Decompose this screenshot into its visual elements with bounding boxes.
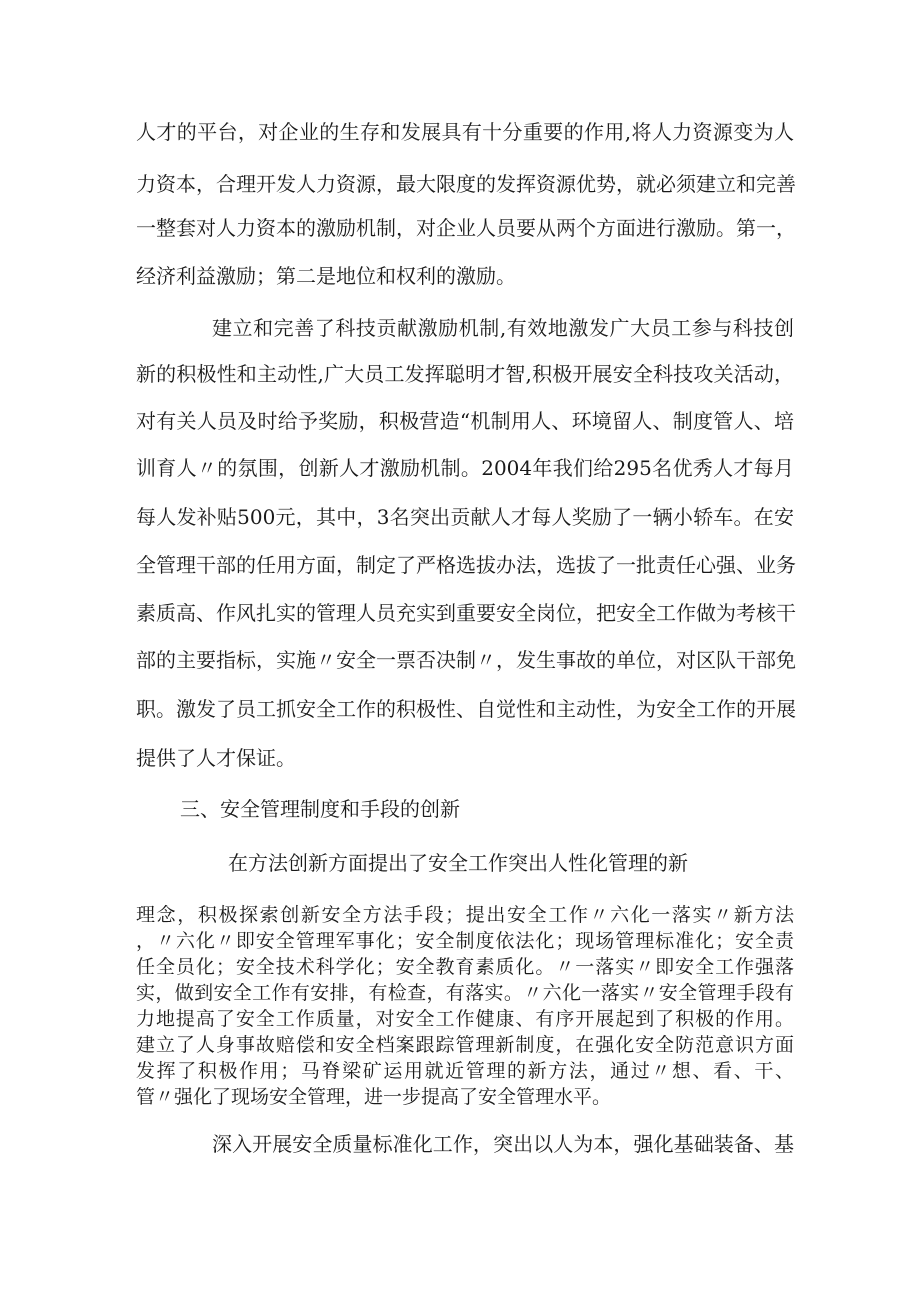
paragraph2-line-4: 训育人〃的氛围，创新人才激励机制。2004年我们给295名优秀人才每月: [136, 456, 794, 480]
paragraph1-line-1: 人才的平台，对企业的生存和发展具有十分重要的作用,将人力资源变为人: [136, 120, 794, 144]
paragraph1-line-4: 经济利益激励；第二是地位和权利的激励。: [136, 264, 516, 288]
section-heading: 三、安全管理制度和手段的创新: [180, 797, 460, 821]
paragraph3-line-3: 任全员化；安全技术科学化；安全教育素质化。〃一落实〃即安全工作强落: [136, 956, 794, 978]
paragraph2-line-10: 提供了人才保证。: [136, 746, 296, 770]
paragraph2-line-9: 职。激发了员工抓安全工作的积极性、自觉性和主动性，为安全工作的开展: [136, 697, 796, 721]
paragraph3-line-1: 理念，积极探索创新安全方法手段；提出安全工作〃六化一落实〃新方法: [136, 904, 794, 926]
paragraph3-line-8: 管〃强化了现场安全管理，进一步提高了安全管理水平。: [136, 1086, 612, 1108]
paragraph3-line-6: 建立了人身事故赔偿和安全档案跟踪管理新制度，在强化安全防范意识方面: [136, 1034, 794, 1056]
paragraph1-line-2: 力资本，合理开发人力资源，最大限度的发挥资源优势，就必须建立和完善: [136, 172, 796, 196]
paragraph2-line-6: 全管理干部的任用方面，制定了严格选拔办法，选拔了一批责任心强、业务: [136, 553, 796, 577]
paragraph2-line-1: 建立和完善了科技贡献激励机制,有效地激发广大员工参与科技创: [212, 316, 794, 340]
paragraph2-line-8: 部的主要指标，实施〃安全一票否决制〃，发生事故的单位，对区队干部免: [136, 648, 796, 672]
paragraph1-line-3: 一整套对人力资本的激励机制，对企业人员要从两个方面进行激励。第一，: [136, 216, 796, 240]
paragraph3-line-5: 力地提高了安全工作质量，对安全工作健康、有序开展起到了积极的作用。: [136, 1008, 794, 1030]
paragraph3-line-2: ，〃六化〃即安全管理军事化；安全制度依法化；现场管理标准化；安全责: [136, 930, 794, 952]
paragraph2-line-5: 每人发补贴500元，其中，3名突出贡献人才每人奖励了一辆小轿车。在安: [136, 505, 794, 529]
paragraph2-line-3: 对有关人员及时给予奖励，积极营造“机制用人、环境留人、制度管人、培: [136, 409, 794, 433]
paragraph2-line-7: 素质高、作风扎实的管理人员充实到重要安全岗位，把安全工作做为考核干: [136, 601, 796, 625]
paragraph4-first-line: 深入开展安全质量标准化工作，突出以人为本，强化基础装备、基: [212, 1132, 794, 1156]
paragraph3-line-4: 实，做到安全工作有安排，有检查，有落实。〃六化一落实〃安全管理手段有: [136, 982, 794, 1004]
paragraph3-line-7: 发挥了积极作用；马脊梁矿运用就近管理的新方法，通过〃想、看、干、: [136, 1060, 794, 1082]
paragraph3-first-line: 在方法创新方面提出了安全工作突出人性化管理的新: [228, 851, 688, 875]
paragraph2-line-2: 新的积极性和主动性,广大员工发挥聪明才智,积极开展安全科技攻关活动，: [136, 362, 794, 386]
